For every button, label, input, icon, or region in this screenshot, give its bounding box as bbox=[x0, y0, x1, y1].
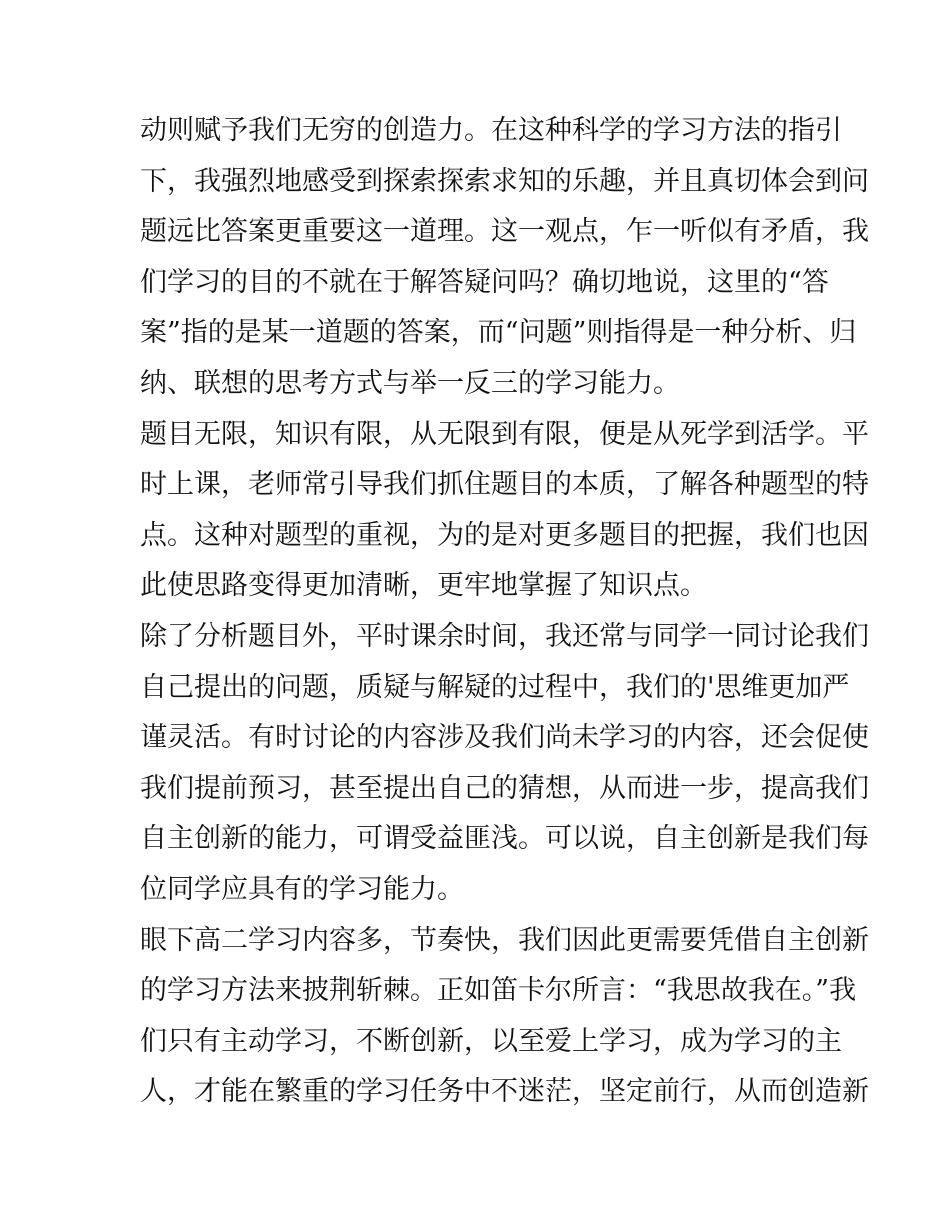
text-line: 纳、联想的思考方式与举一反三的学习能力。 bbox=[140, 367, 680, 399]
text-line: 除了分析题目外，平时课余时间，我还常与同学一同讨论我们 bbox=[140, 620, 869, 652]
text-line: 的学习方法来披荆斩棘。正如笛卡尔所言：“我思故我在。”我 bbox=[140, 975, 857, 1007]
text-line: 人，才能在繁重的学习任务中不迷茫，坚定前行，从而创造新 bbox=[140, 1076, 869, 1108]
text-line: 动则赋予我们无穷的创造力。在这种科学的学习方法的指引 bbox=[140, 115, 842, 146]
text-line: 时上课，老师常引导我们抓住题目的本质，了解各种题型的特 bbox=[140, 469, 869, 501]
text-line: 眼下高二学习内容多，节奏快，我们因此更需要凭借自主创新 bbox=[140, 924, 869, 956]
text-line: 们只有主动学习，不断创新，以至爱上学习，成为学习的主 bbox=[140, 1025, 842, 1057]
text-line: 案”指的是某一道题的答案，而“问题”则指得是一种分析、归 bbox=[140, 317, 857, 349]
text-line: 自己提出的问题，质疑与解疑的过程中，我们的'思维更加严 bbox=[140, 671, 850, 703]
text-line: 自主创新的能力，可谓受益匪浅。可以说，自主创新是我们每 bbox=[140, 823, 869, 855]
text-line: 题远比答案更重要这一道理。这一观点，乍一听似有矛盾，我 bbox=[140, 216, 869, 248]
text-line: 我们提前预习，甚至提出自己的猜想，从而进一步，提高我们 bbox=[140, 772, 869, 804]
text-line: 此使思路变得更加清晰，更牢地掌握了知识点。 bbox=[140, 570, 707, 602]
text-line: 下，我强烈地感受到探索探索求知的乐趣，并且真切体会到问 bbox=[140, 165, 869, 197]
text-line: 谨灵活。有时讨论的内容涉及我们尚未学习的内容，还会促使 bbox=[140, 722, 869, 754]
text-line: 位同学应具有的学习能力。 bbox=[140, 873, 464, 905]
text-line: 题目无限，知识有限，从无限到有限，便是从死学到活学。平 bbox=[140, 418, 869, 450]
text-line: 点。这种对题型的重视，为的是对更多题目的把握，我们也因 bbox=[140, 519, 869, 551]
text-line: 们学习的目的不就在于解答疑问吗？确切地说，这里的“答 bbox=[140, 266, 829, 298]
document-body bbox=[140, 106, 869, 1118]
